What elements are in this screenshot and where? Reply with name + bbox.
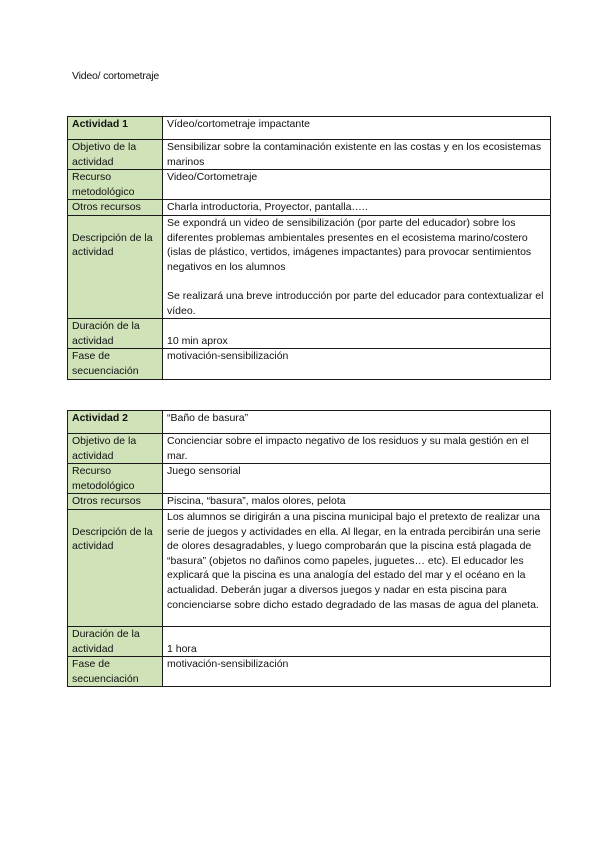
row-recurso xyxy=(68,464,551,494)
label-fase: Fase de secuenciación xyxy=(68,657,163,687)
row-fase xyxy=(68,349,551,379)
value-actividad: Vídeo/cortometraje impactante xyxy=(163,117,551,140)
label-objetivo: Objetivo de la actividad xyxy=(68,140,163,170)
label-descripcion-text: Descripción de la actividad xyxy=(72,231,153,259)
label-actividad: Actividad 2 xyxy=(68,411,163,434)
row-actividad xyxy=(68,117,551,140)
row-descripcion xyxy=(68,509,551,626)
row-otros xyxy=(68,200,551,216)
value-fase: motivación-sensibilización xyxy=(163,349,551,379)
row-actividad xyxy=(68,411,551,434)
row-duracion xyxy=(68,319,551,349)
label-duracion: Duración de la actividad xyxy=(68,626,163,656)
value-recurso: Video/Cortometraje xyxy=(163,170,551,200)
activity-table-2 xyxy=(67,410,551,687)
label-otros: Otros recursos xyxy=(68,494,163,510)
label-recurso: Recurso metodológico xyxy=(68,170,163,200)
row-otros xyxy=(68,494,551,510)
label-duracion: Duración de la actividad xyxy=(68,319,163,349)
value-objetivo: Concienciar sobre el impacto negativo de los residuos y su mala gestión en el mar. xyxy=(163,434,551,464)
label-actividad: Actividad 1 xyxy=(68,117,163,140)
section-heading: Video/ cortometraje xyxy=(72,70,160,82)
row-objetivo xyxy=(68,434,551,464)
value-recurso: Juego sensorial xyxy=(163,464,551,494)
descripcion-paragraph-2: Se realizará una breve introducción por parte del educador para contextualizar el vídeo. xyxy=(167,289,544,317)
label-recurso: Recurso metodológico xyxy=(68,464,163,494)
duracion-text: 1 hora xyxy=(167,642,197,655)
activity-table-1 xyxy=(67,116,551,380)
label-descripcion xyxy=(68,509,163,626)
value-otros: Charla introductoria, Proyector, pantalla….. xyxy=(163,200,551,216)
row-fase xyxy=(68,657,551,687)
value-duracion xyxy=(163,319,551,349)
value-descripcion xyxy=(163,215,551,318)
row-objetivo xyxy=(68,140,551,170)
descripcion-paragraph-1: Se expondrá un video de sensibilización (por parte del educador) sobre los diferentes problemas ambientales presentes en el ecosistema marino/costero (islas de plástico, vertidos, imágenes impactantes) para provocar sentimientos negativos en los alumnos xyxy=(167,216,532,273)
row-descripcion xyxy=(68,215,551,318)
label-descripcion xyxy=(68,215,163,318)
value-duracion xyxy=(163,626,551,656)
value-objetivo: Sensibilizar sobre la contaminación existente en las costas y en los ecosistemas marinos xyxy=(163,140,551,170)
label-otros: Otros recursos xyxy=(68,200,163,216)
label-fase: Fase de secuenciación xyxy=(68,349,163,379)
descripcion-paragraph-1: Los alumnos se dirigirán a una piscina municipal bajo el pretexto de realizar una serie de juegos y actividades en ella. Al llegar, en la entrada percibirán una serie de olores desagradables, y luego comprobarán que la piscina está plagada de “basura” (objetos no dañinos como papeles, juguetes… etc). El educador les explicará que la piscina es una analogía del estado del mar y el océano en la actualidad. Deberán jugar a diversos juegos y nadar en esta piscina para concienciarse sobre dicho estado degradado de las masas de agua del planeta. xyxy=(167,510,541,611)
row-recurso xyxy=(68,170,551,200)
value-actividad: “Baño de basura” xyxy=(163,411,551,434)
row-duracion xyxy=(68,626,551,656)
value-otros: Piscina, “basura”, malos olores, pelota xyxy=(163,494,551,510)
duracion-text: 10 min aprox xyxy=(167,334,228,347)
label-objetivo: Objetivo de la actividad xyxy=(68,434,163,464)
value-descripcion xyxy=(163,509,551,626)
value-fase: motivación-sensibilización xyxy=(163,657,551,687)
label-descripcion-text: Descripción de la actividad xyxy=(72,525,153,553)
